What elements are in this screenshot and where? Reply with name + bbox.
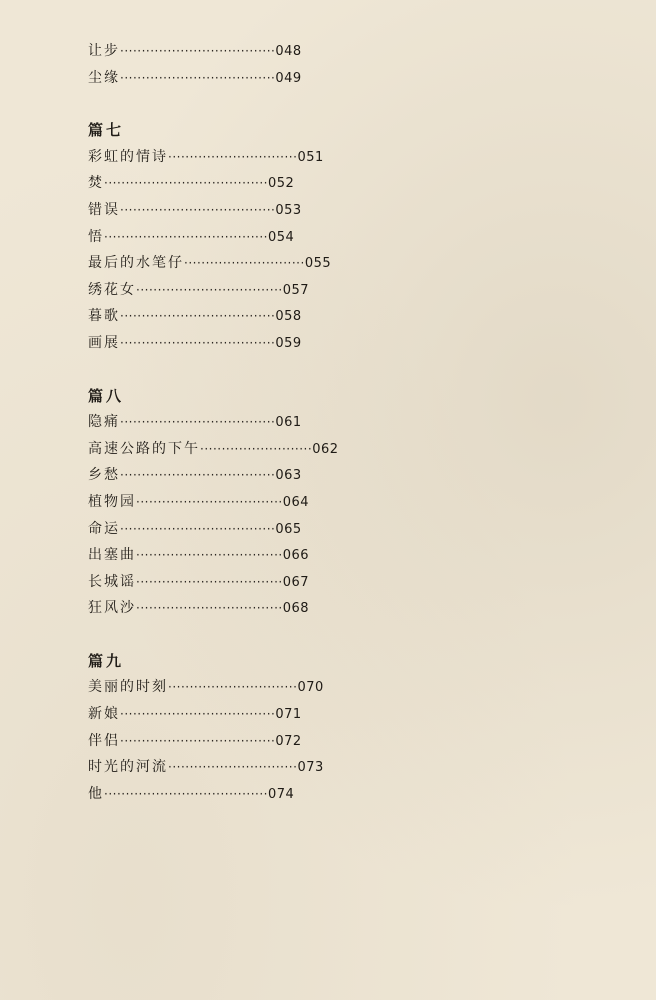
toc-entry-title: 绣花女 [88, 281, 136, 298]
section-heading: 篇八 [88, 386, 125, 405]
toc-entry-title: 错误 [88, 201, 120, 218]
dot-leader: ·································· [136, 548, 283, 563]
toc-entry-title: 暮歌 [88, 308, 120, 325]
dot-leader: ···································· [120, 521, 276, 536]
toc-page-number: 058 [275, 309, 302, 325]
toc-entry[interactable] [88, 303, 528, 330]
toc-entry[interactable] [88, 170, 528, 197]
toc-entry-title: 时光的河流 [88, 759, 168, 776]
toc-entry-title: 焚 [88, 175, 104, 192]
toc-intro-entries [88, 38, 528, 91]
dot-leader: ···································· [120, 733, 276, 748]
dot-leader: ···································· [120, 707, 276, 722]
toc-page-number: 067 [282, 574, 310, 590]
toc-page-number: 064 [282, 494, 310, 510]
toc-entry[interactable] [88, 569, 528, 596]
toc-entry[interactable] [88, 38, 528, 65]
toc-entry-title: 彩虹的情诗 [88, 148, 168, 165]
dot-leader: ·································· [136, 601, 283, 616]
dot-leader: ······························ [168, 680, 298, 695]
section-spacer [88, 622, 528, 648]
dot-leader: ···································· [120, 202, 276, 217]
toc-entry[interactable] [88, 754, 528, 781]
dot-leader: ···································· [120, 335, 276, 350]
dot-leader: ···································· [120, 70, 276, 85]
toc-entry-title: 画展 [88, 334, 120, 351]
dot-leader: ···································· [120, 468, 276, 483]
toc-page-number: 053 [275, 202, 302, 218]
section-spacer [88, 357, 528, 383]
toc-page-number: 074 [267, 786, 295, 802]
toc-page-number: 051 [297, 149, 324, 165]
toc-entry-title: 高速公路的下午 [88, 440, 200, 457]
toc-section [88, 117, 528, 356]
dot-leader: ·························· [200, 441, 313, 456]
dot-leader: ······································ [104, 786, 268, 801]
dot-leader: ······························ [168, 149, 298, 164]
dot-leader: ······························ [168, 760, 298, 775]
toc-entry-title: 乡愁 [88, 467, 120, 484]
dot-leader: ·································· [136, 494, 283, 509]
toc-page-number: 052 [267, 176, 295, 192]
toc-entry[interactable] [88, 409, 528, 436]
toc-page-number: 063 [275, 468, 302, 484]
dot-leader: ·································· [136, 574, 283, 589]
toc-section [88, 383, 528, 622]
toc-entry[interactable] [88, 701, 528, 728]
toc-entry-title: 悟 [88, 228, 104, 245]
toc-entry[interactable] [88, 489, 528, 516]
toc-entry-title: 狂风沙 [88, 600, 136, 617]
dot-leader: ···································· [120, 309, 276, 324]
section-heading: 篇九 [88, 651, 125, 670]
toc-entry[interactable] [88, 277, 528, 304]
toc-entry-title: 长城谣 [88, 573, 136, 590]
toc-entry-title: 让步 [88, 43, 120, 59]
dot-leader: ···························· [184, 256, 305, 271]
toc-page-number: 066 [282, 548, 310, 564]
toc-entry[interactable] [88, 542, 528, 569]
toc-entry[interactable] [88, 595, 528, 622]
toc-page-number: 059 [275, 335, 302, 351]
toc-entry[interactable] [88, 462, 528, 489]
dot-leader: ·································· [136, 282, 283, 297]
dot-leader: ······································ [104, 229, 268, 244]
toc-page-number: 054 [267, 229, 295, 245]
toc-entry-title: 命运 [88, 520, 120, 537]
section-heading: 篇七 [88, 121, 125, 140]
toc-page-number: 062 [312, 441, 339, 457]
toc-entry[interactable] [88, 224, 528, 251]
toc-page-number: 070 [297, 680, 324, 696]
toc-entry[interactable] [88, 65, 528, 92]
toc-entry[interactable] [88, 728, 528, 755]
table-of-contents [88, 38, 528, 807]
toc-entry-title: 美丽的时刻 [88, 679, 168, 696]
toc-entry-title: 他 [88, 785, 104, 802]
toc-entry-title: 最后的水笔仔 [88, 255, 184, 272]
toc-entry-title: 伴侣 [88, 732, 120, 749]
toc-section [88, 648, 528, 808]
toc-page-number: 049 [275, 70, 302, 86]
toc-entry-title: 新娘 [88, 706, 120, 723]
toc-entry[interactable] [88, 516, 528, 543]
toc-entry-title: 出塞曲 [88, 547, 136, 564]
toc-page-number: 068 [282, 601, 310, 617]
toc-entry-title: 隐痛 [88, 414, 120, 431]
toc-page-number: 073 [297, 760, 324, 776]
toc-page-number: 071 [275, 707, 302, 723]
toc-page-number: 072 [275, 733, 302, 749]
toc-entry[interactable] [88, 197, 528, 224]
toc-page-number: 057 [282, 282, 310, 298]
toc-entry[interactable] [88, 781, 528, 808]
toc-entry-title: 植物园 [88, 493, 136, 510]
toc-entry[interactable] [88, 436, 528, 463]
dot-leader: ···································· [120, 415, 276, 430]
toc-entry-title: 尘缘 [88, 69, 120, 86]
toc-page-number: 061 [275, 415, 302, 431]
toc-entry[interactable] [88, 144, 528, 171]
toc-page-number: 055 [304, 256, 332, 272]
toc-entry[interactable] [88, 674, 528, 701]
toc-entry[interactable] [88, 330, 528, 357]
section-spacer [88, 91, 528, 117]
dot-leader: ······································ [104, 176, 268, 191]
toc-entry[interactable] [88, 250, 528, 277]
toc-page-number: 065 [275, 521, 302, 537]
toc-page-number: 048 [275, 44, 302, 59]
toc-sections [88, 91, 528, 807]
dot-leader: ···································· [120, 44, 276, 58]
